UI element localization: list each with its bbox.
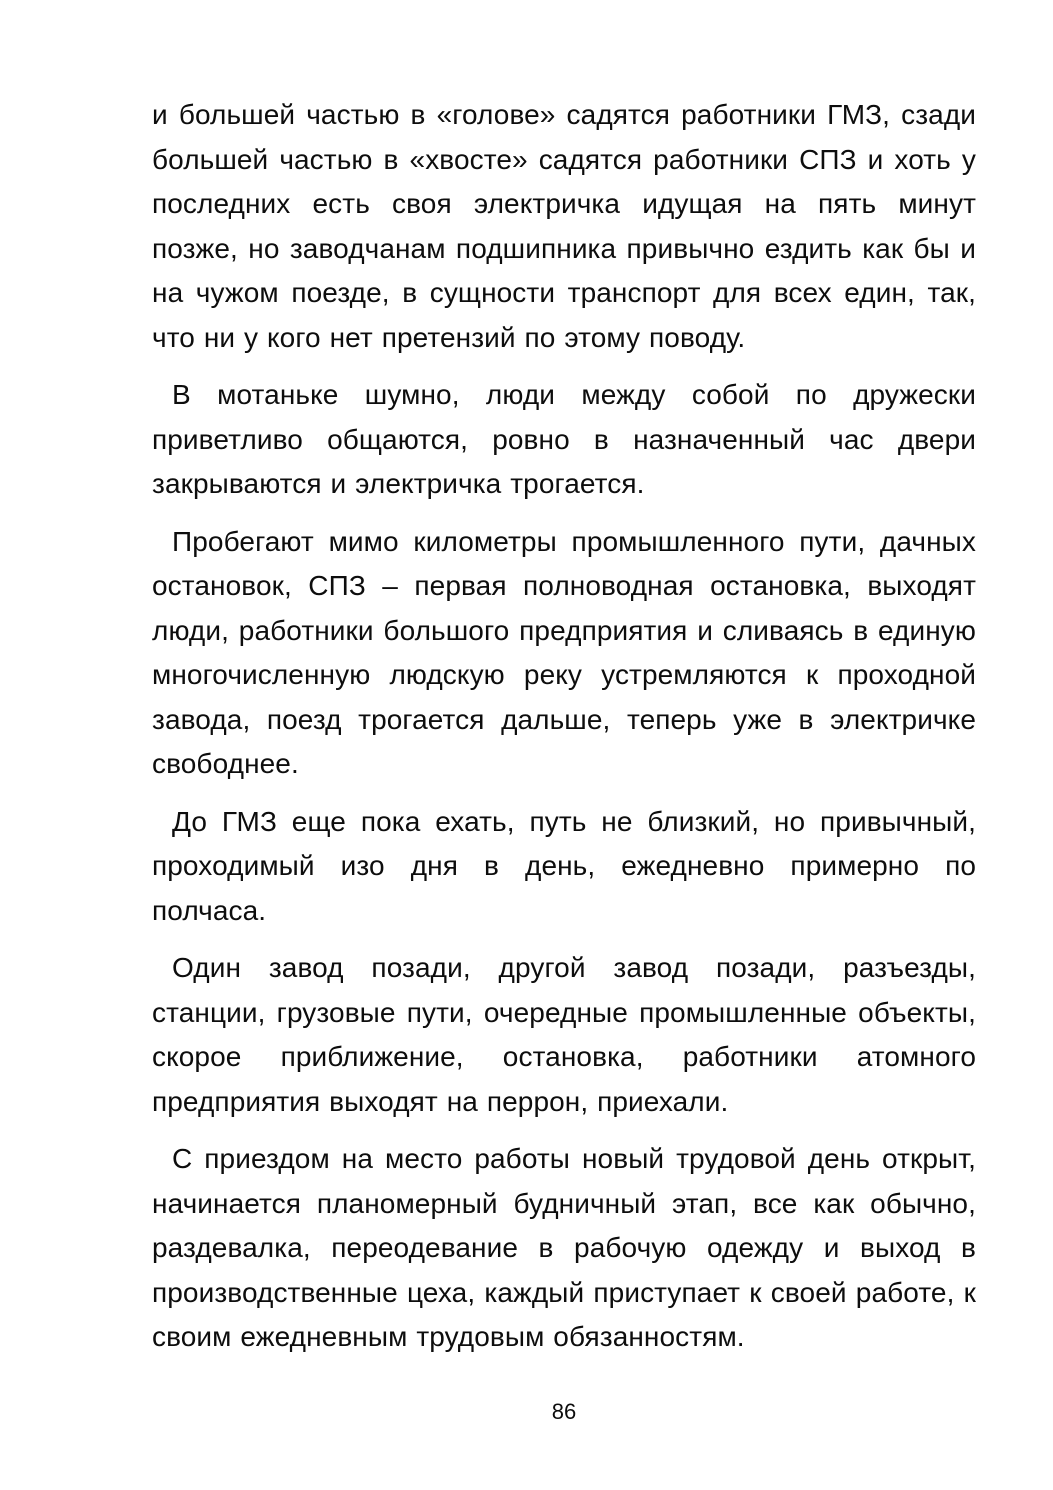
paragraph: До ГМЗ еще пока ехать, путь не близкий, но привычный, проходимый изо дня в день, ежедневно примерно по полчаса. <box>152 805 976 926</box>
paragraph: Один завод позади, другой завод позади, разъезды, станции, грузовые пути, очередные промышленные объекты, скорое приближение, остановка, работники атомного предприятия выходят на перрон, приехали. <box>152 952 976 1117</box>
page-number: 86 <box>551 1399 577 1424</box>
paragraph: Пробегают мимо километры промышленного пути, дачных остановок, СПЗ – первая полноводная остановка, выходят люди, работники большого предприятия и сливаясь в единую многочисленную людскую реку устремляются к проходной завода, поезд трогается дальше, теперь уже в электричке свободнее. <box>152 525 976 779</box>
paragraph: и большей частью в «голове» садятся работники ГМЗ, сзади большей частью в «хвосте» садятся работники СПЗ и хоть у последних есть своя электричка идущая на пять минут позже, но заводчанам подшипника привычно ездить как бы и на чужом поезде, в сущности транспорт для всех един, так, что ни у кого нет претензий по этому поводу. <box>152 99 976 353</box>
text-column <box>152 93 976 1373</box>
paragraph: С приездом на место работы новый трудовой день открыт, начинается планомерный будничный этап, все как обычно, раздевалка, переодевание в рабочую одежду и выход в производственные цеха, каждый приступает к своей работе, к своим ежедневным трудовым обязанностям. <box>152 1143 976 1352</box>
paragraph: В мотаньке шумно, люди между собой по дружески приветливо общаются, ровно в назначенный час двери закрываются и электричка трогается. <box>152 379 976 499</box>
